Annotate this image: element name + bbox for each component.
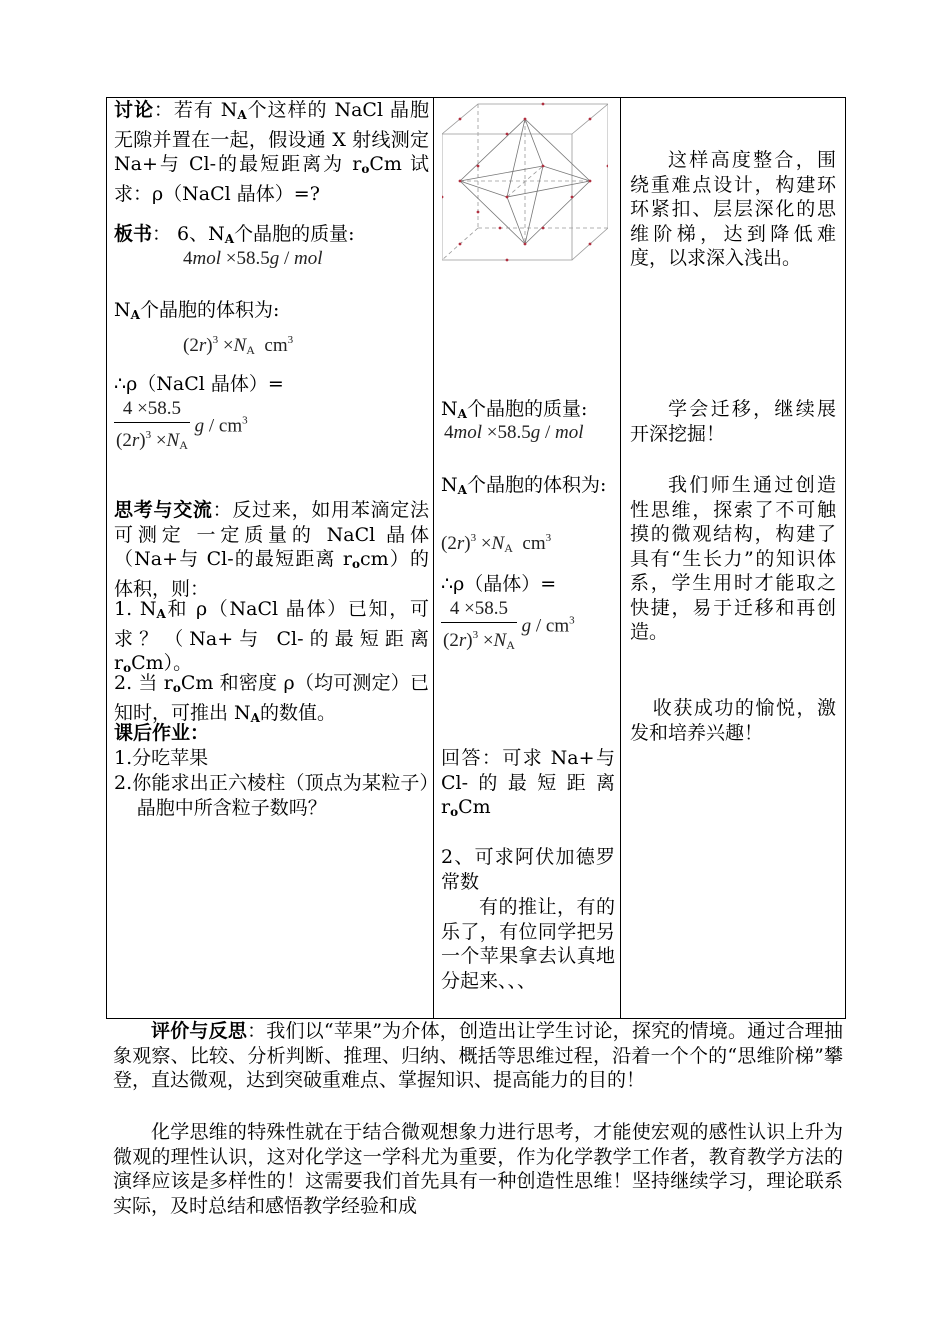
intent-paragraph-2: 学会迁移，继续展开深挖掘！ xyxy=(630,398,836,445)
answer-text: Cm xyxy=(458,796,491,818)
subscript: A xyxy=(250,710,260,725)
homework-colon: ： xyxy=(190,722,210,744)
board-text: ： 6、N xyxy=(152,223,225,245)
subscript: A xyxy=(504,541,513,555)
math-part: mol xyxy=(555,422,584,443)
intent-paragraph-3: 我们师生通过创造性思维，探索了不可触摸的微观结构，构建了具有“生长力”的知识体系，学生用时才能取之快捷，易于迁移和再创造。 xyxy=(630,474,836,643)
math-part: ) xyxy=(464,533,471,554)
think-text-2: cm）的体积，则： xyxy=(114,548,429,600)
student-mass-formula xyxy=(444,421,584,446)
discussion-text-3: Cm 试求：ρ（NaCl 晶体）=? xyxy=(114,153,429,205)
discussion-text-2: 个这样的 NaCl 晶胞无隙并置在一起，假设通 X 射线测定 Na+与 Cl-的最短距离为 r xyxy=(114,99,429,175)
evaluation-text: ：我们以“苹果”为介体，创造出让学生讨论，探究的情境。通过合理抽象观察、比较、分析判断、推理、归纳、概括等思维过程，沿着一个个的“思维阶梯”攀登，直达微观，达到突破重难点、掌握知识、提高能力的目的！ xyxy=(113,1020,843,1091)
ion-dot xyxy=(477,165,480,168)
math-part: g xyxy=(530,422,541,443)
ion-dot xyxy=(542,227,545,230)
superscript: 3 xyxy=(287,334,294,346)
student-answer-2: 2、可求阿伏加德罗常数 xyxy=(441,846,615,893)
ion-dot xyxy=(589,243,592,246)
octahedron-edges xyxy=(507,197,525,244)
subscript: A xyxy=(506,637,515,652)
student-density-fraction xyxy=(441,597,517,657)
math-part: 4 xyxy=(444,422,454,443)
student-volume-formula xyxy=(441,526,551,561)
math-part: r xyxy=(131,429,140,451)
math-part: 4 xyxy=(183,248,193,269)
ion-dot xyxy=(589,118,592,121)
student-answer-3: 有的推让，有的乐了，有位同学把另一个苹果拿去认真地分起来、、、 xyxy=(441,896,615,992)
think-item-1 xyxy=(114,597,429,681)
math-part: ) xyxy=(466,629,473,651)
math-part: / cm xyxy=(531,615,570,637)
math-part: cm xyxy=(522,533,546,554)
ion-dot xyxy=(542,103,545,106)
evaluation-paragraph xyxy=(113,1019,843,1093)
math-part: × xyxy=(478,629,494,651)
label-part: 个晶胞的质量: xyxy=(466,398,588,420)
subscript: A xyxy=(179,437,188,452)
octahedron-edges xyxy=(507,119,590,197)
ion-dot xyxy=(459,180,462,183)
intent-paragraph-4: 收获成功的愉悦，激发和培养兴趣！ xyxy=(630,697,836,744)
density-fraction xyxy=(114,397,190,457)
subscript: A xyxy=(457,483,467,497)
student-density-formula xyxy=(441,597,575,657)
math-part: / xyxy=(279,248,294,269)
homework-item-1: 1.分吃苹果 xyxy=(114,747,209,769)
subscript: o xyxy=(123,661,132,675)
ion-dot xyxy=(607,165,608,168)
math-part: g xyxy=(194,415,205,437)
item-text: 2. 当 r xyxy=(114,672,173,694)
math-part: cm xyxy=(264,335,288,356)
student-volume-label xyxy=(441,473,615,503)
discussion-text: ：若有 N xyxy=(153,99,238,121)
ion-dot xyxy=(542,165,545,168)
ion-dot xyxy=(524,243,527,246)
subscript: A xyxy=(237,108,247,122)
superscript: 3 xyxy=(569,614,575,627)
ion-dot xyxy=(571,196,574,199)
math-part: (2 xyxy=(441,533,457,554)
label-part: 个晶胞的体积为: xyxy=(139,299,280,321)
math-part: mol xyxy=(192,248,221,269)
label-part: 个晶胞的体积为: xyxy=(466,474,607,496)
ion-dot xyxy=(506,196,509,199)
math-part: N xyxy=(493,629,507,651)
ion-dot xyxy=(524,118,527,121)
homework-item-2: 2.你能求出正六棱柱（顶点为某粒子）晶胞中所含粒子数吗？ xyxy=(114,772,429,819)
ion-dot xyxy=(506,133,509,136)
answer-text: 回答：可求 Na+与 Cl-的最短距离 r xyxy=(441,747,615,818)
volume-formula xyxy=(183,328,293,363)
denominator xyxy=(441,623,517,658)
subscript: o xyxy=(351,557,360,571)
superscript: 3 xyxy=(145,428,152,441)
board-text-2: 个晶胞的质量: xyxy=(234,223,355,245)
nacl-crystal-diagram xyxy=(442,102,608,262)
superscript: 3 xyxy=(545,532,552,544)
lesson-table xyxy=(106,97,846,1019)
superscript: 3 xyxy=(242,414,248,427)
student-answer-1 xyxy=(441,746,615,825)
math-part: / cm xyxy=(204,415,243,437)
math-part: ) xyxy=(139,429,146,451)
subscript: A xyxy=(246,343,255,357)
reflection-paragraph: 化学思维的特殊性就在于结合微观想象力进行思考，才能使宏观的感性认识上升为微观的理性认识，这对化学这一学科尤为重要，作为化学教学工作者，教育教学方法的演绎应该是多样性的！这需要我们首先具有一种创造性思维！坚持继续学习，理论联系实际，及时总结和感悟教学经验和成 xyxy=(113,1121,843,1217)
label-part: N xyxy=(441,398,458,420)
mass-formula xyxy=(183,247,323,272)
octahedron-edges xyxy=(525,119,543,244)
math-part: × xyxy=(151,429,167,451)
superscript: 3 xyxy=(470,532,477,544)
item-text: Cm）。 xyxy=(131,652,193,674)
subscript: o xyxy=(450,805,459,819)
math-part: r xyxy=(456,533,465,554)
item-text: 1. N xyxy=(114,598,157,620)
ion-dot xyxy=(459,243,462,246)
subscript: A xyxy=(156,607,166,621)
ion-dot xyxy=(442,196,443,199)
intent-paragraph-1: 这样高度整合，围绕重难点设计，构建环环紧扣、层层深化的思维阶梯，达到降低难度，以求深入浅出。 xyxy=(630,149,836,269)
math-part: ×58.5 xyxy=(482,422,531,443)
ion-dot xyxy=(506,259,509,262)
discussion-block xyxy=(114,98,429,206)
think-heading: 思考与交流 xyxy=(114,499,213,521)
octahedron-edges xyxy=(460,181,507,197)
math-part: N xyxy=(491,533,505,554)
design-intent-column xyxy=(621,98,845,1018)
teacher-column xyxy=(107,98,434,1018)
item-text: 和 ρ（NaCl 晶体）已知，可求？（Na+与 Cl-的最短距离 r xyxy=(114,598,429,674)
numerator: 4 ×58.5 xyxy=(114,397,190,423)
subscript: A xyxy=(130,308,140,322)
evaluation-heading: 评价与反思 xyxy=(151,1020,248,1042)
math-part: ×58.5 xyxy=(221,248,270,269)
denominator xyxy=(114,423,190,458)
ion-dot xyxy=(477,211,480,214)
density-formula xyxy=(114,397,248,457)
math-part: r xyxy=(198,335,207,356)
homework-title: 课后作业 xyxy=(114,722,191,744)
think-block xyxy=(114,498,429,601)
student-column xyxy=(434,98,621,1018)
subscript: o xyxy=(361,162,370,176)
math-part: N xyxy=(233,335,247,356)
item-text: 的数值。 xyxy=(259,701,336,724)
math-part: (2 xyxy=(183,335,199,356)
subscript: A xyxy=(457,407,467,421)
label-part: N xyxy=(441,474,458,496)
ion-dot xyxy=(589,180,592,183)
math-part: / xyxy=(540,422,555,443)
think-text: ：反过来，如用苯滴定法可测定 一定质量的 NaCl 晶体（Na+与 Cl-的最短距离 r xyxy=(114,499,429,570)
math-part: (2 xyxy=(116,429,132,451)
math-part: g xyxy=(521,615,532,637)
homework-heading xyxy=(114,721,209,746)
math-part: g xyxy=(269,248,280,269)
volume-label xyxy=(114,298,279,328)
subscript: A xyxy=(224,232,235,246)
math-part: mol xyxy=(453,422,482,443)
superscript: 3 xyxy=(472,628,479,641)
student-density-label: ∴ρ（晶体）= xyxy=(441,573,557,595)
ion-dot xyxy=(459,118,462,121)
math-part: (2 xyxy=(443,629,459,651)
ion-dot xyxy=(499,227,502,230)
math-part: mol xyxy=(294,248,323,269)
math-part: × xyxy=(476,533,492,554)
math-part: × xyxy=(218,335,234,356)
numerator: 4 ×58.5 xyxy=(441,597,517,623)
math-part: ) xyxy=(206,335,213,356)
board-heading: 板书 xyxy=(114,223,153,245)
math-part: N xyxy=(166,429,180,451)
density-label: ∴ρ（NaCl 晶体）= xyxy=(114,373,284,395)
superscript: 3 xyxy=(212,334,219,346)
math-part: r xyxy=(458,629,467,651)
subscript: o xyxy=(172,681,181,695)
discussion-heading: 讨论 xyxy=(114,99,154,121)
item-text: Cm 和密度 ρ（均可测定）已知时，可推出 N xyxy=(114,672,429,724)
label-part: N xyxy=(114,299,131,321)
